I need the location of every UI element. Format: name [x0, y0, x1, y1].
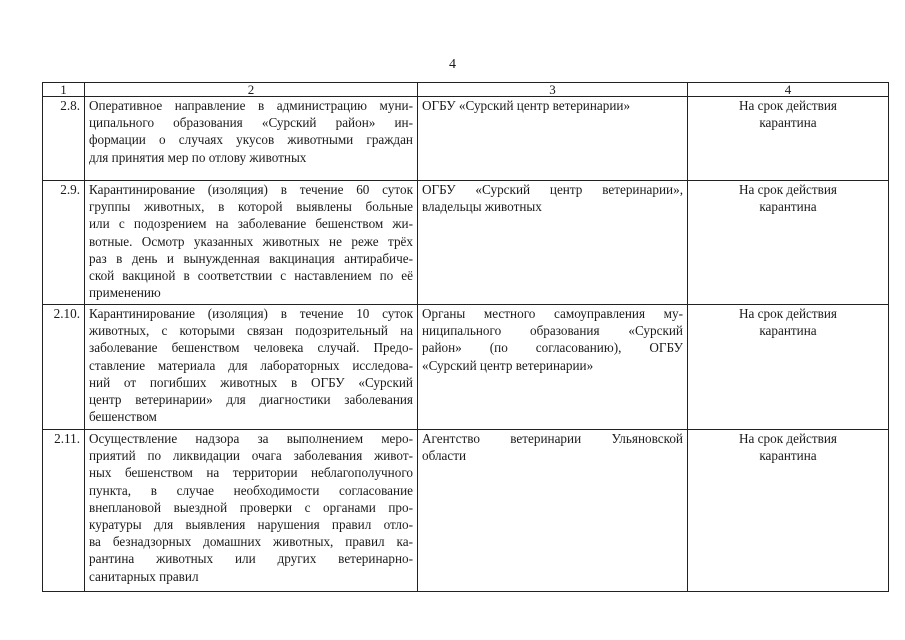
term-cell — [688, 430, 889, 592]
action-line: ской вакциной в соответствии с наставлением по её — [89, 268, 413, 284]
column-header-3: 3 — [418, 83, 688, 97]
action-line: пункта, в случае необходимости согласование — [89, 482, 413, 498]
action-line: ва безнадзорных домашних животных, правил ка- — [89, 534, 413, 550]
term-line: На срок действия — [738, 431, 837, 446]
action-line: куратуры для выявления нарушения правил отло- — [89, 517, 413, 533]
action-line: раз в день и вынужденная вакцинация антирабиче- — [89, 250, 413, 266]
term-cell — [688, 97, 889, 181]
term-cell — [688, 305, 889, 430]
action-cell — [85, 430, 418, 592]
action-line: вотные. Осмотр указанных животных не реже трёх — [89, 233, 413, 249]
action-line: Карантинирование (изоляция) в течение 10 суток — [89, 306, 413, 321]
action-line: или с подозрением на заболевание бешенством жи- — [89, 216, 413, 232]
term-line: На срок действия — [738, 182, 837, 197]
action-line: ных бешенством на территории неблагополучного — [89, 465, 413, 481]
action-cell — [85, 181, 418, 305]
action-cell — [85, 97, 418, 181]
term-line: карантина — [759, 199, 817, 215]
table-row — [43, 97, 889, 181]
term-cell — [688, 181, 889, 305]
column-header-2: 2 — [85, 83, 418, 97]
action-line: Оперативное направление в администрацию муни- — [89, 98, 413, 113]
action-line: бешенством — [89, 409, 157, 425]
table-row — [43, 305, 889, 430]
action-line: группы животных, в которой выявлены больные — [89, 199, 413, 215]
action-line: рантина животных или других ветеринарно- — [89, 551, 413, 567]
term-line: На срок действия — [738, 98, 837, 113]
action-line: для принятия мер по отлову животных — [89, 149, 307, 165]
responsible-line: ОГБУ «Сурский центр ветеринарии», — [422, 182, 683, 197]
term-line: На срок действия — [738, 306, 837, 321]
row-number: 2.11. — [43, 430, 85, 592]
action-cell — [85, 305, 418, 430]
responsible-cell — [418, 181, 688, 305]
row-number: 2.10. — [43, 305, 85, 430]
measures-table — [42, 82, 889, 592]
responsible-cell — [418, 305, 688, 430]
action-line: заболевание бешенством человека случай. Предо- — [89, 340, 413, 356]
action-line: Карантинирование (изоляция) в течение 60 суток — [89, 182, 413, 197]
action-line: применению — [89, 285, 161, 301]
action-line: приятий по ликвидации очага заболевания живот- — [89, 448, 413, 464]
action-line: ний от погибших животных в ОГБУ «Сурский — [89, 374, 413, 390]
table-row — [43, 430, 889, 592]
term-line: карантина — [759, 323, 817, 339]
responsible-cell — [418, 97, 688, 181]
column-header-row — [43, 83, 889, 97]
action-line: внеплановой выездной проверки с органами про- — [89, 499, 413, 515]
action-line: санитарных правил — [89, 568, 199, 584]
row-number: 2.8. — [43, 97, 85, 181]
table-row — [43, 181, 889, 305]
action-line: центр ветеринарии» для диагностики заболевания — [89, 392, 413, 408]
column-header-1: 1 — [43, 83, 85, 97]
action-line: ципального образования «Сурский район» ин- — [89, 115, 413, 131]
responsible-line: владельцы животных — [422, 199, 542, 215]
responsible-line: ОГБУ «Сурский центр ветеринарии» — [422, 98, 631, 113]
responsible-line: Агентство ветеринарии Ульяновской — [422, 431, 683, 446]
responsible-line: области — [422, 448, 467, 464]
term-line: карантина — [759, 448, 817, 464]
responsible-cell — [418, 430, 688, 592]
term-line: карантина — [759, 115, 817, 131]
responsible-line: «Сурский центр ветеринарии» — [422, 357, 594, 373]
action-line: ставление материала для лабораторных исследова- — [89, 357, 413, 373]
action-line: животных, с которыми связан подозрительный на — [89, 323, 413, 339]
page-number: 4 — [449, 57, 456, 72]
row-number: 2.9. — [43, 181, 85, 305]
responsible-line: ниципального образования «Сурский — [422, 323, 683, 339]
responsible-line: Органы местного самоуправления му- — [422, 306, 683, 321]
column-header-4: 4 — [688, 83, 889, 97]
action-line: формации о случаях укусов животными граждан — [89, 132, 413, 148]
action-line: Осуществление надзора за выполнением меро- — [89, 431, 413, 446]
responsible-line: район» (по согласованию), ОГБУ — [422, 340, 683, 356]
